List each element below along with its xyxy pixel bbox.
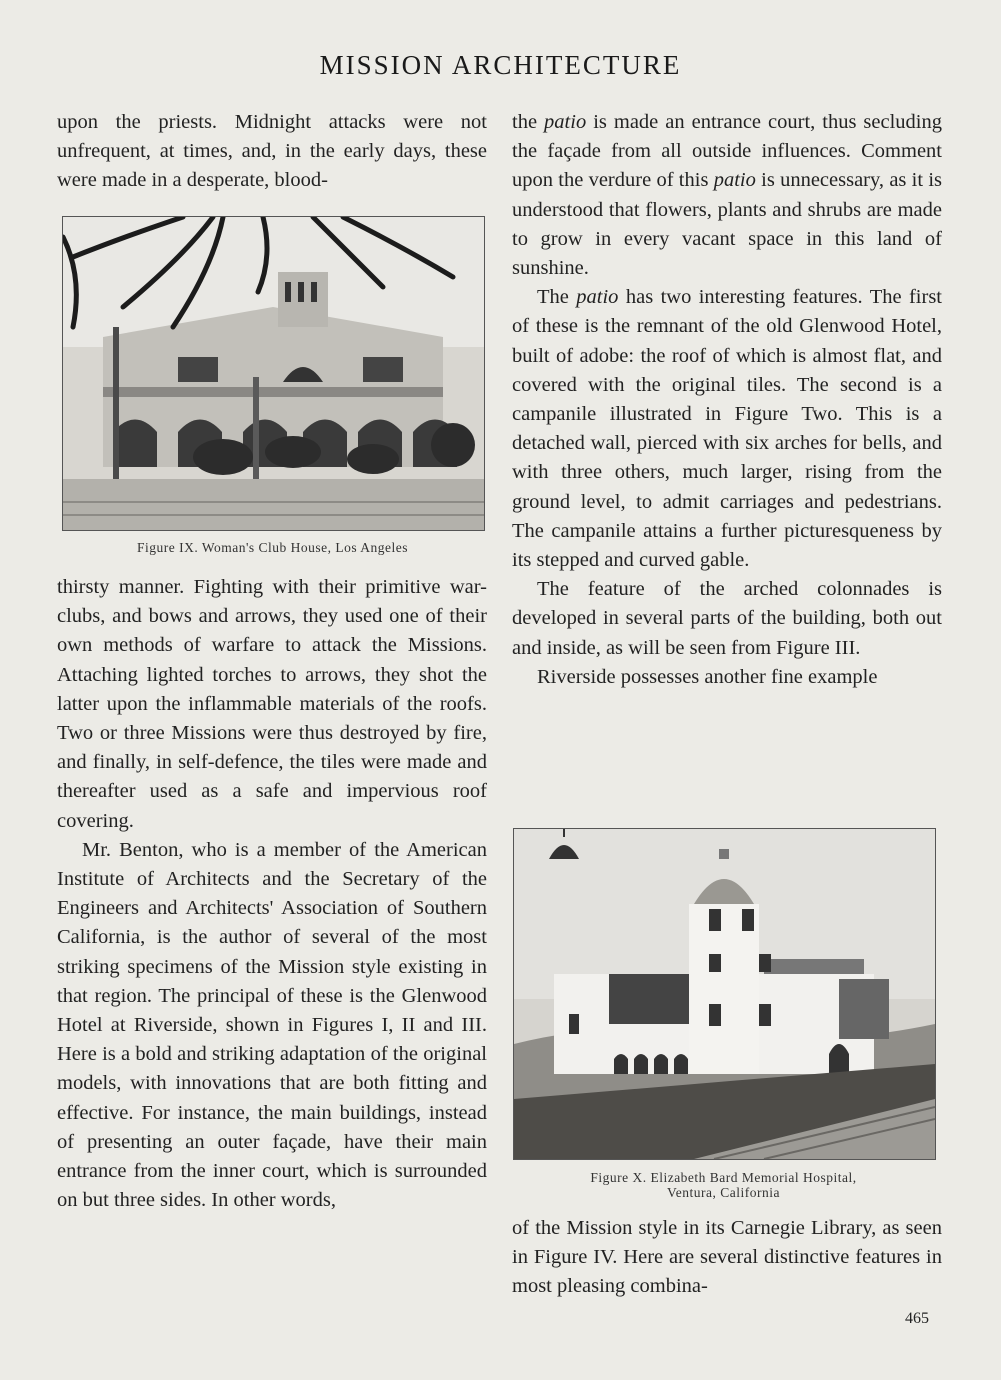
paragraph: thirsty manner. Fighting with their primitive war-clubs, and bows and arrows, they used one of their own methods of warfare to attack the Missions. Attaching lighted torches to arrows, they shot the latter upon the inflammable materials of the roofs. Two or three Missions were thus destroyed by fire, and finally, in self-defence, the tiles were made and thereafter used as a safe and impervious roof covering. [57, 576, 487, 832]
caption-line: Ventura, California [667, 1185, 780, 1200]
paragraph: the patio is made an entrance court, thus secluding the façade from all outside influences. Comment upon the verdure of this patio is unnecessary, as it is understood that flowers, plants and shrubs are made to grow in every vacant space in this land of sunshine. [512, 111, 942, 280]
figure-x-caption [513, 1170, 934, 1200]
right-column-top [512, 108, 942, 692]
paragraph: Mr. Benton, who is a member of the American Institute of Architects and the Secretary of the Engineers and Architects' Association of Southern California, is the author of several of the most striking specimens of the Mission style existing in that region. The principal of these is the Glenwood Hotel at Riverside, shown in Figures I, II and III. Here is a bold and striking adaptation of the original models, with innovations that are both fitting and effective. For instance, the main buildings, instead of presenting an outer façade, have their main entrance from the inner court, which is surrounded on but three sides. In other words, [57, 838, 487, 1212]
figure-ix-photo [62, 216, 485, 531]
figure-x-photo [513, 828, 936, 1160]
paragraph: The patio has two interesting features. The first of these is the remnant of the old Glenwood Hotel, built of adobe: the roof of which is almost flat, and covered with the original tiles. The second is a campanile illustrated in Figure Two. This is a detached wall, pierced with six arches for bells, and with three others, much larger, rising from the ground level, to admit carriages and pedestrians. The campanile attains a further picturesqueness by its stepped and curved gable. [512, 286, 942, 572]
left-column-top [57, 108, 487, 196]
figure-ix-caption: Figure IX. Woman's Club House, Los Angeles [136, 540, 409, 555]
page-title: MISSION ARCHITECTURE [319, 50, 682, 80]
paragraph: The feature of the arched colonnades is developed in several parts of the building, both out and inside, as will be seen from Figure III. [512, 578, 942, 659]
page-number: 465 [905, 1310, 929, 1327]
paragraph: Riverside possesses another fine example [537, 665, 878, 688]
paragraph: of the Mission style in its Carnegie Library, as seen in Figure IV. Here are several distinctive features in most pleasing combina- [512, 1217, 942, 1298]
left-column-bottom [57, 573, 487, 1215]
paragraph: upon the priests. Midnight attacks were not unfrequent, at times, and, in the early days, these were made in a desperate, blood- [57, 111, 487, 192]
right-column-bottom [512, 1214, 942, 1302]
caption-line: Figure X. Elizabeth Bard Memorial Hospital, [590, 1170, 857, 1185]
